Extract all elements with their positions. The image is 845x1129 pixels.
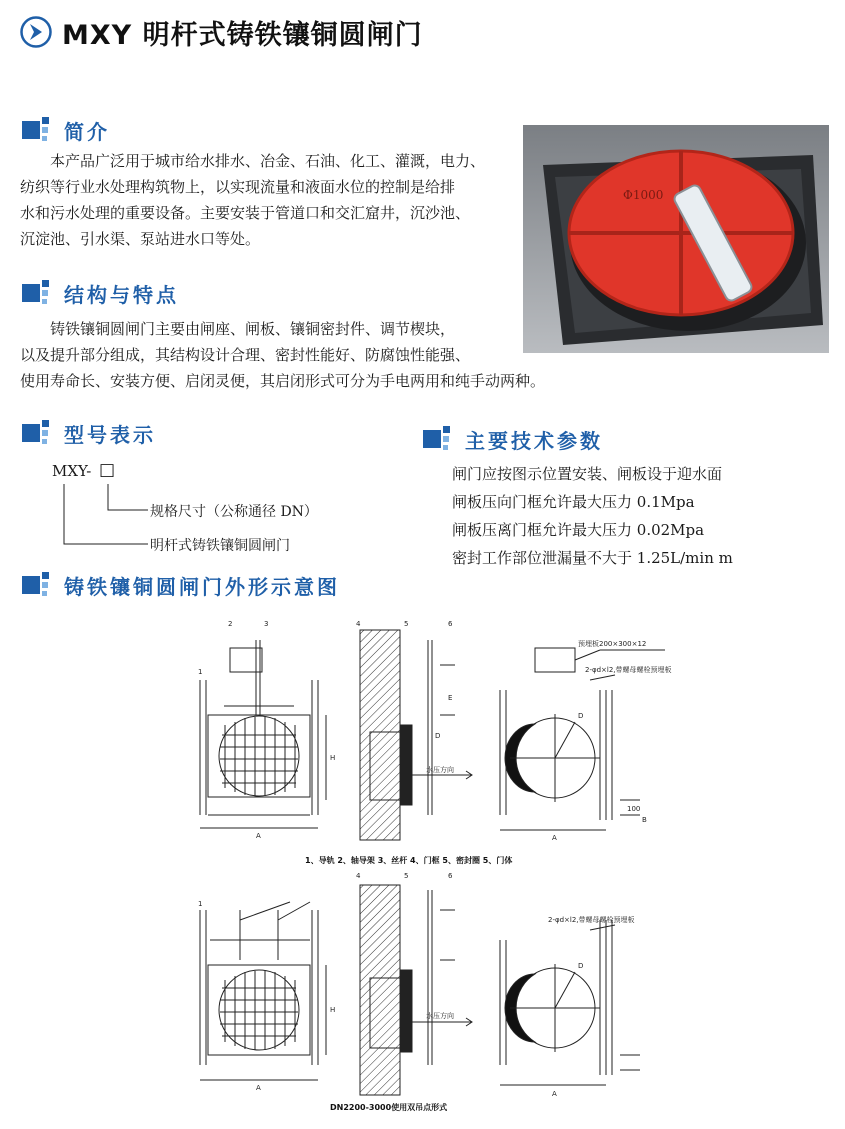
callout-box: 预埋板200×300×12 [578,640,647,648]
dim-label: A [256,832,261,840]
chevron-right-icon [20,16,52,48]
section-squares-icon [22,572,52,598]
model-size-label: 规格尺寸（公称通径 DN） [150,504,318,520]
structure-line: 铸铁镶铜圆闸门主要由闸座、闸板、镶铜密封件、调节楔块， [50,320,456,338]
install-view-bottom [500,920,640,1085]
intro-line: 纺织等行业水处理构筑物上，以实现流量和液面水位的控制是给排 [20,178,456,196]
params-heading [423,424,603,454]
dim-label: 100 [627,805,641,813]
num-label: 5 [404,872,409,880]
flow-label: 水压方向 [426,1012,454,1020]
dim-label: H [330,754,336,762]
num-label: 1 [198,900,203,908]
section-squares-icon [22,420,52,446]
side-section-top [360,630,472,840]
num-label: 6 [448,872,453,880]
num-label: 1 [198,668,203,676]
dim-label: A [552,834,557,842]
dim-label: D [578,962,584,970]
page-title: MXY 明杆式铸铁镶铜圆闸门 [62,19,423,51]
model-code-diagram [52,458,372,558]
front-view-bottom [200,902,326,1080]
structure-line: 以及提升部分组成，其结构设计合理、密封性能好、防腐蚀性能强、 [20,346,471,364]
section-squares-icon [22,280,52,306]
diagram-heading-text: 铸铁镶铜圆闸门外形示意图 [64,574,340,599]
model-heading [22,418,156,448]
intro-line: 水和污水处理的重要设备。主要安装于管道口和交汇窟井，沉沙池、 [20,204,471,222]
dim-label: A [256,1084,261,1092]
section-squares-icon [22,117,52,143]
technical-drawing [180,610,680,1120]
dim-label: D [578,712,584,720]
dim-label: A [552,1090,557,1098]
num-label: 4 [356,872,361,880]
num-label: 2 [228,620,233,628]
intro-heading-text: 简介 [64,119,110,144]
dim-label: B [642,816,647,824]
params-line: 密封工作部位泄漏量不大于 1.25L/min m [452,549,733,567]
callout-bolt: 2-φd×l2,带螺母螺栓预埋板 [548,916,635,924]
section-squares-icon [423,426,453,452]
caption-top: 1、导轨 2、轴导架 3、丝杆 4、门框 5、密封圈 5、门体 [305,856,513,865]
structure-paragraph [20,316,640,394]
model-heading-text: 型号表示 [64,422,156,447]
num-label: 3 [264,620,269,628]
num-label: 6 [448,620,453,628]
structure-line: 使用寿命长、安装方便、启闭灵便，其启闭形式可分为手电两用和纯手动两种。 [20,372,546,390]
intro-paragraph [20,148,520,252]
caption-bottom: DN2200-3000使用双吊点形式 [330,1103,448,1112]
num-label: 4 [356,620,361,628]
intro-line: 本产品广泛用于城市给水排水、冶金、石油、化工、灌溉，电力、 [50,152,486,170]
diagram-heading [22,570,340,600]
params-list [452,460,832,572]
dim-label: H [330,1006,336,1014]
structure-heading [22,278,179,308]
params-line: 闸板压离门框允许最大压力 0.02Mpa [452,521,705,539]
model-name-label: 明杆式铸铁镶铜圆闸门 [150,538,290,554]
install-view-top [500,648,665,830]
page-title-row [20,12,423,52]
flow-label: 水压方向 [426,766,454,774]
side-section-bottom [360,885,472,1095]
front-view-top [200,640,326,828]
dim-label: E [448,694,453,702]
intro-heading [22,115,110,145]
params-heading-text: 主要技术参数 [465,428,603,453]
photo-label: Φ1000 [623,188,664,202]
model-code: MXY- [52,462,92,480]
params-line: 闸门应按图示位置安装、闸板设于迎水面 [452,465,723,483]
dim-label: D [435,732,441,740]
callout-bolt: 2-φd×l2,带螺母螺栓预埋板 [585,666,672,674]
structure-heading-text: 结构与特点 [64,282,179,307]
num-label: 5 [404,620,409,628]
model-box: □ [99,460,116,480]
intro-line: 沉淀池、引水渠、泵站进水口等处。 [20,230,261,248]
params-line: 闸板压向门框允许最大压力 0.1Mpa [452,493,695,511]
model-lines [52,458,152,558]
